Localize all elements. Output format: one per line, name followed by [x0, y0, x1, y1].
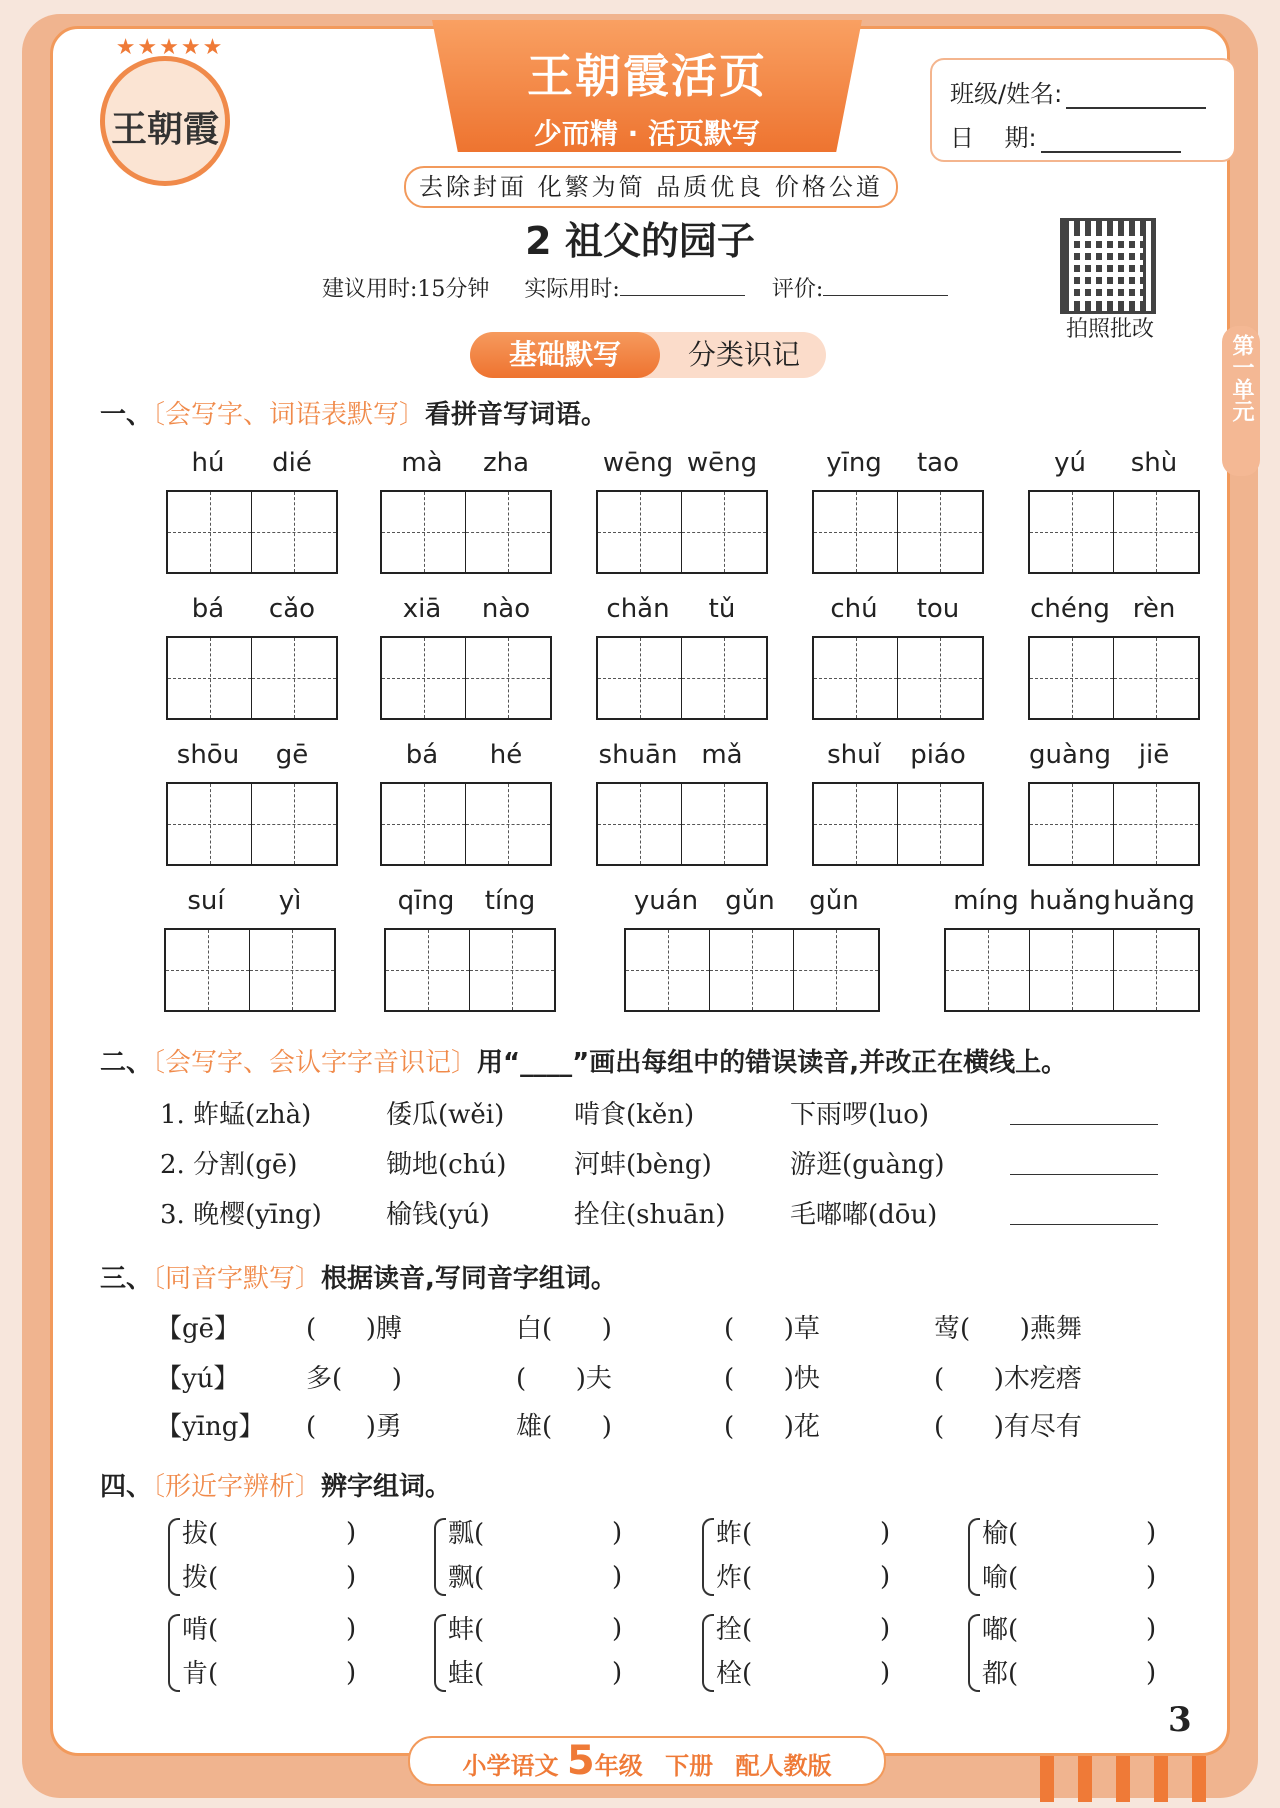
q1-pinyin: yú — [1054, 448, 1086, 478]
q4-char: 拨( — [182, 1563, 219, 1593]
tian-grid-cell[interactable] — [168, 492, 252, 572]
student-info-box — [930, 58, 1236, 162]
q2-word: 拴住(shuān) — [574, 1200, 726, 1230]
suggested-time: 建议用时:15分钟 — [322, 277, 490, 302]
q4-close-paren: ) — [1146, 1658, 1157, 1688]
q1-pinyin: dié — [272, 448, 312, 478]
tian-grid-cell[interactable] — [466, 784, 550, 864]
q1-answer-box[interactable] — [624, 928, 880, 1012]
q1-answer-box[interactable] — [380, 490, 552, 574]
q4-char: 蚱( — [716, 1519, 753, 1549]
q4-close-paren: ) — [612, 1518, 623, 1548]
tian-grid-cell[interactable] — [814, 638, 898, 718]
q4-char: 喻( — [982, 1563, 1019, 1593]
brace-icon — [702, 1518, 714, 1596]
logo-text: 王朝霞 — [110, 108, 219, 150]
q4-close-paren: ) — [612, 1614, 623, 1644]
q2-word: 啃食(kěn) — [574, 1100, 695, 1130]
q1-pinyin: míng — [953, 886, 1019, 916]
footer-volume: 下册 — [665, 1752, 714, 1780]
q1-pinyin: gē — [275, 740, 309, 770]
q1-answer-box[interactable] — [812, 490, 984, 574]
q4-close-paren: ) — [346, 1518, 357, 1548]
date-label: 日 期: — [950, 124, 1037, 152]
q4-pair[interactable] — [434, 1608, 484, 1696]
tian-grid-cell[interactable] — [250, 930, 334, 1010]
q1-answer-box[interactable] — [944, 928, 1200, 1012]
q4-char: 拔( — [182, 1519, 219, 1549]
q1-pinyin: tou — [916, 594, 960, 624]
q3-blank-word[interactable]: 莺( )燕舞 — [934, 1314, 1082, 1344]
footer-edition-text: 配人教版 — [735, 1752, 832, 1780]
q1-pinyin: hé — [489, 740, 523, 770]
q4-char: 蛙( — [448, 1659, 485, 1689]
brace-icon — [168, 1518, 180, 1596]
unit-side-tab: 第一单元 — [1222, 326, 1260, 476]
q2-answer-line[interactable] — [1010, 1224, 1158, 1225]
q1-answer-box[interactable] — [812, 636, 984, 720]
brace-icon — [702, 1614, 714, 1692]
q3-blank-word[interactable]: ( )花 — [724, 1412, 820, 1442]
q2-word: 倭瓜(wěi) — [386, 1100, 505, 1130]
evaluation-label: 评价: — [771, 277, 824, 302]
q4-char: 蚌( — [448, 1615, 485, 1645]
brace-icon — [434, 1518, 446, 1596]
q4-close-paren: ) — [1146, 1518, 1157, 1548]
q4-char: 都( — [982, 1659, 1019, 1689]
lesson-title: 2 祖父的园子 — [525, 219, 755, 263]
date-field[interactable] — [1041, 129, 1181, 153]
class-name-field[interactable] — [1066, 85, 1206, 109]
q1-answer-box[interactable] — [384, 928, 556, 1012]
q4-char: 榆( — [982, 1519, 1019, 1549]
q1-pinyin: tao — [916, 448, 960, 478]
q1-pinyin: gǔn — [809, 886, 859, 916]
q4-close-paren: ) — [346, 1562, 357, 1592]
tian-grid-cell[interactable] — [1030, 930, 1114, 1010]
q1-answer-box[interactable] — [164, 928, 336, 1012]
q3-reading: 【yīng】 — [156, 1412, 265, 1442]
q2-word: 下雨啰(luo) — [790, 1100, 930, 1130]
actual-time-label: 实际用时: — [524, 277, 620, 302]
tian-grid-cell[interactable] — [814, 784, 898, 864]
q1-pinyin: gǔn — [725, 886, 775, 916]
q1-pinyin: mà — [401, 448, 443, 478]
q1-answer-box[interactable] — [596, 636, 768, 720]
brace-icon — [434, 1614, 446, 1692]
q1-pinyin: wēng — [602, 448, 674, 478]
q1-pinyin: cǎo — [268, 594, 316, 624]
q4-instruction: 辨字组词。 — [321, 1472, 452, 1502]
q3-blank-word[interactable]: 雄( ) — [516, 1412, 612, 1442]
tian-grid-cell[interactable] — [252, 492, 336, 572]
q1-pinyin: huǎng — [1113, 886, 1195, 916]
q4-char: 拴( — [716, 1615, 753, 1645]
brace-icon — [968, 1614, 980, 1692]
q1-answer-box[interactable] — [812, 782, 984, 866]
q2-word: 1. 蚱蜢(zhà) — [160, 1100, 312, 1130]
tian-grid-cell[interactable] — [1030, 784, 1114, 864]
q1-pinyin: tǔ — [708, 594, 736, 624]
q3-blank-word[interactable]: ( )木疙瘩 — [934, 1364, 1082, 1394]
q1-answer-box[interactable] — [380, 636, 552, 720]
q4-close-paren: ) — [612, 1562, 623, 1592]
q3-tag: 〔同音字默写〕 — [152, 1264, 322, 1294]
q3-blank-word[interactable]: ( )膊 — [306, 1314, 402, 1344]
q4-char: 肯( — [182, 1659, 219, 1689]
q1-pinyin: yuán — [633, 886, 699, 916]
q4-close-paren: ) — [346, 1658, 357, 1688]
brand-subtitle: 少而精 · 活页默写 — [533, 117, 761, 150]
q1-answer-box[interactable] — [1028, 490, 1200, 574]
tian-grid-cell[interactable] — [1114, 784, 1198, 864]
q1-pinyin: bá — [191, 594, 225, 624]
q1-pinyin: tíng — [484, 886, 536, 916]
q1-pinyin: yīng — [826, 448, 882, 478]
q3-reading: 【yú】 — [156, 1364, 240, 1394]
tian-grid-cell[interactable] — [386, 930, 470, 1010]
q4-pair[interactable] — [968, 1608, 1018, 1696]
q4-tag: 〔形近字辨析〕 — [152, 1472, 322, 1502]
brand-logo — [100, 35, 230, 186]
tian-grid-cell[interactable] — [898, 784, 982, 864]
q4-heading: 四、〔形近字辨析〕辨字组词。 — [100, 1472, 452, 1502]
q1-pinyin: yì — [278, 886, 302, 916]
q1-answer-box[interactable] — [596, 782, 768, 866]
q1-pinyin: huǎng — [1029, 886, 1111, 916]
q2-answer-line[interactable] — [1010, 1174, 1158, 1175]
class-name-label: 班级/姓名: — [950, 80, 1063, 108]
q4-pair[interactable] — [168, 1512, 218, 1600]
q1-pinyin: wēng — [686, 448, 758, 478]
tian-grid-cell[interactable] — [898, 638, 982, 718]
q1-pinyin: shù — [1130, 448, 1178, 478]
q1-pinyin: mǎ — [701, 740, 743, 770]
tian-grid-cell[interactable] — [682, 638, 766, 718]
q1-pinyin: chéng — [1030, 594, 1110, 624]
q2-heading: 二、〔会写字、会认字字音识记〕用“____”画出每组中的错误读音,并改正在横线上。 — [100, 1048, 1068, 1078]
section-primary: 基础默写 — [470, 332, 660, 378]
tian-grid-cell[interactable] — [252, 638, 336, 718]
logo-stars-icon: ★★★★★ — [115, 35, 225, 60]
q3-heading: 三、〔同音字默写〕根据读音,写同音字组词。 — [100, 1264, 617, 1294]
tian-grid-cell[interactable] — [252, 784, 336, 864]
qr-code-icon[interactable] — [1060, 218, 1156, 314]
q1-pinyin: xiā — [402, 594, 442, 624]
q4-char: 飘( — [448, 1563, 485, 1593]
tian-grid-cell[interactable] — [382, 784, 466, 864]
q4-close-paren: ) — [1146, 1562, 1157, 1592]
q1-pinyin: bá — [405, 740, 439, 770]
q2-tag: 〔会写字、会认字字音识记〕 — [152, 1048, 478, 1078]
footer-subject: 小学语文 — [462, 1752, 559, 1780]
q4-char: 啃( — [182, 1615, 219, 1645]
q1-pinyin: zha — [482, 448, 530, 478]
q3-blank-word[interactable]: 多( ) — [306, 1364, 402, 1394]
brace-icon — [168, 1614, 180, 1692]
q1-answer-box[interactable] — [596, 490, 768, 574]
q2-word: 3. 晚樱(yīng) — [160, 1200, 322, 1230]
brace-icon — [968, 1518, 980, 1596]
tian-grid-cell[interactable] — [598, 638, 682, 718]
tian-grid-cell[interactable] — [470, 930, 554, 1010]
tian-grid-cell[interactable] — [626, 930, 710, 1010]
q1-pinyin: chú — [830, 594, 878, 624]
tian-grid-cell[interactable] — [814, 492, 898, 572]
q1-answer-box[interactable] — [166, 782, 338, 866]
tian-grid-cell[interactable] — [168, 784, 252, 864]
slogan: 去除封面 化繁为简 品质优良 价格公道 — [404, 166, 898, 208]
q4-pair[interactable] — [702, 1608, 752, 1696]
tian-grid-cell[interactable] — [598, 492, 682, 572]
tian-grid-cell[interactable] — [682, 492, 766, 572]
q1-pinyin: chǎn — [606, 594, 670, 624]
q2-word: 河蚌(bèng) — [574, 1150, 712, 1180]
footer-grade-number: 5 — [566, 1738, 595, 1784]
q3-blank-word[interactable]: ( )夫 — [516, 1364, 612, 1394]
q4-close-paren: ) — [880, 1562, 891, 1592]
tian-grid-cell[interactable] — [946, 930, 1030, 1010]
section-secondary: 分类识记 — [687, 338, 800, 371]
q4-char: 栓( — [716, 1659, 753, 1689]
q1-pinyin: jiē — [1138, 740, 1170, 770]
q2-word: 毛嘟嘟(dōu) — [790, 1200, 938, 1230]
tian-grid-cell[interactable] — [598, 784, 682, 864]
qr-label: 拍照批改 — [1065, 317, 1154, 342]
tian-grid-cell[interactable] — [1030, 638, 1114, 718]
q2-answer-line[interactable] — [1010, 1124, 1158, 1125]
tian-grid-cell[interactable] — [794, 930, 878, 1010]
tian-grid-cell[interactable] — [382, 492, 466, 572]
q3-blank-word[interactable]: ( )有尽有 — [934, 1412, 1082, 1442]
q1-answer-box[interactable] — [166, 490, 338, 574]
tian-grid-cell[interactable] — [1030, 492, 1114, 572]
q4-pair[interactable] — [968, 1512, 1018, 1600]
q2-word: 游逛(guàng) — [790, 1150, 945, 1180]
q4-char: 嘟( — [982, 1615, 1019, 1645]
q2-instruction: 用“____”画出每组中的错误读音,并改正在横线上。 — [477, 1048, 1068, 1078]
q1-pinyin: piáo — [910, 740, 966, 770]
q1-tag: 〔会写字、词语表默写〕 — [152, 400, 426, 430]
q4-pair[interactable] — [168, 1608, 218, 1696]
q4-close-paren: ) — [1146, 1614, 1157, 1644]
q3-blank-word[interactable]: ( )草 — [724, 1314, 820, 1344]
q1-pinyin: hú — [191, 448, 225, 478]
tian-grid-cell[interactable] — [168, 638, 252, 718]
evaluation-field[interactable] — [823, 277, 948, 296]
q4-close-paren: ) — [880, 1518, 891, 1548]
q1-answer-box[interactable] — [166, 636, 338, 720]
tian-grid-cell[interactable] — [710, 930, 794, 1010]
tian-grid-cell[interactable] — [466, 492, 550, 572]
q1-pinyin: shōu — [176, 740, 240, 770]
q4-close-paren: ) — [880, 1614, 891, 1644]
q4-pair[interactable] — [702, 1512, 752, 1600]
q1-pinyin: guàng — [1029, 740, 1111, 770]
tian-grid-cell[interactable] — [1114, 930, 1198, 1010]
q3-reading: 【gē】 — [156, 1314, 241, 1344]
q2-word: 2. 分割(gē) — [160, 1150, 298, 1180]
q1-answer-box[interactable] — [1028, 782, 1200, 866]
tian-grid-cell[interactable] — [682, 784, 766, 864]
tian-grid-cell[interactable] — [466, 638, 550, 718]
q1-answer-box[interactable] — [1028, 636, 1200, 720]
footer-grade-text: 年级 — [594, 1752, 643, 1780]
q3-instruction: 根据读音,写同音字组词。 — [321, 1264, 617, 1294]
q1-pinyin: qīng — [397, 886, 455, 916]
actual-time-field[interactable] — [620, 277, 745, 296]
time-evaluation-line — [322, 272, 968, 303]
q4-close-paren: ) — [880, 1658, 891, 1688]
tian-grid-cell[interactable] — [166, 930, 250, 1010]
q3-blank-word[interactable]: 白( ) — [516, 1314, 612, 1344]
q4-close-paren: ) — [612, 1658, 623, 1688]
q1-pinyin: shuān — [598, 740, 678, 770]
q1-pinyin: suí — [187, 886, 225, 916]
q1-answer-box[interactable] — [380, 782, 552, 866]
q4-char: 瓢( — [448, 1519, 485, 1549]
footer-edition — [408, 1736, 886, 1786]
q1-pinyin: nào — [481, 594, 531, 624]
q1-instruction: 看拼音写词语。 — [425, 400, 608, 430]
page-number: 3 — [1168, 1700, 1192, 1740]
tian-grid-cell[interactable] — [1114, 638, 1198, 718]
tian-grid-cell[interactable] — [1114, 492, 1198, 572]
brand-title: 王朝霞活页 — [527, 49, 767, 103]
q2-word: 锄地(chú) — [386, 1150, 507, 1180]
q3-blank-word[interactable]: ( )勇 — [306, 1412, 402, 1442]
q2-word: 榆钱(yú) — [386, 1200, 490, 1230]
tian-grid-cell[interactable] — [898, 492, 982, 572]
q4-char: 炸( — [716, 1563, 753, 1593]
q1-pinyin: shuǐ — [827, 740, 881, 770]
tian-grid-cell[interactable] — [382, 638, 466, 718]
q3-blank-word[interactable]: ( )快 — [724, 1364, 820, 1394]
decorative-stripes — [1040, 1756, 1230, 1802]
q1-pinyin: rèn — [1132, 594, 1176, 624]
q4-close-paren: ) — [346, 1614, 357, 1644]
q4-pair[interactable] — [434, 1512, 484, 1600]
q1-heading: 一、〔会写字、词语表默写〕看拼音写词语。 — [100, 400, 608, 430]
